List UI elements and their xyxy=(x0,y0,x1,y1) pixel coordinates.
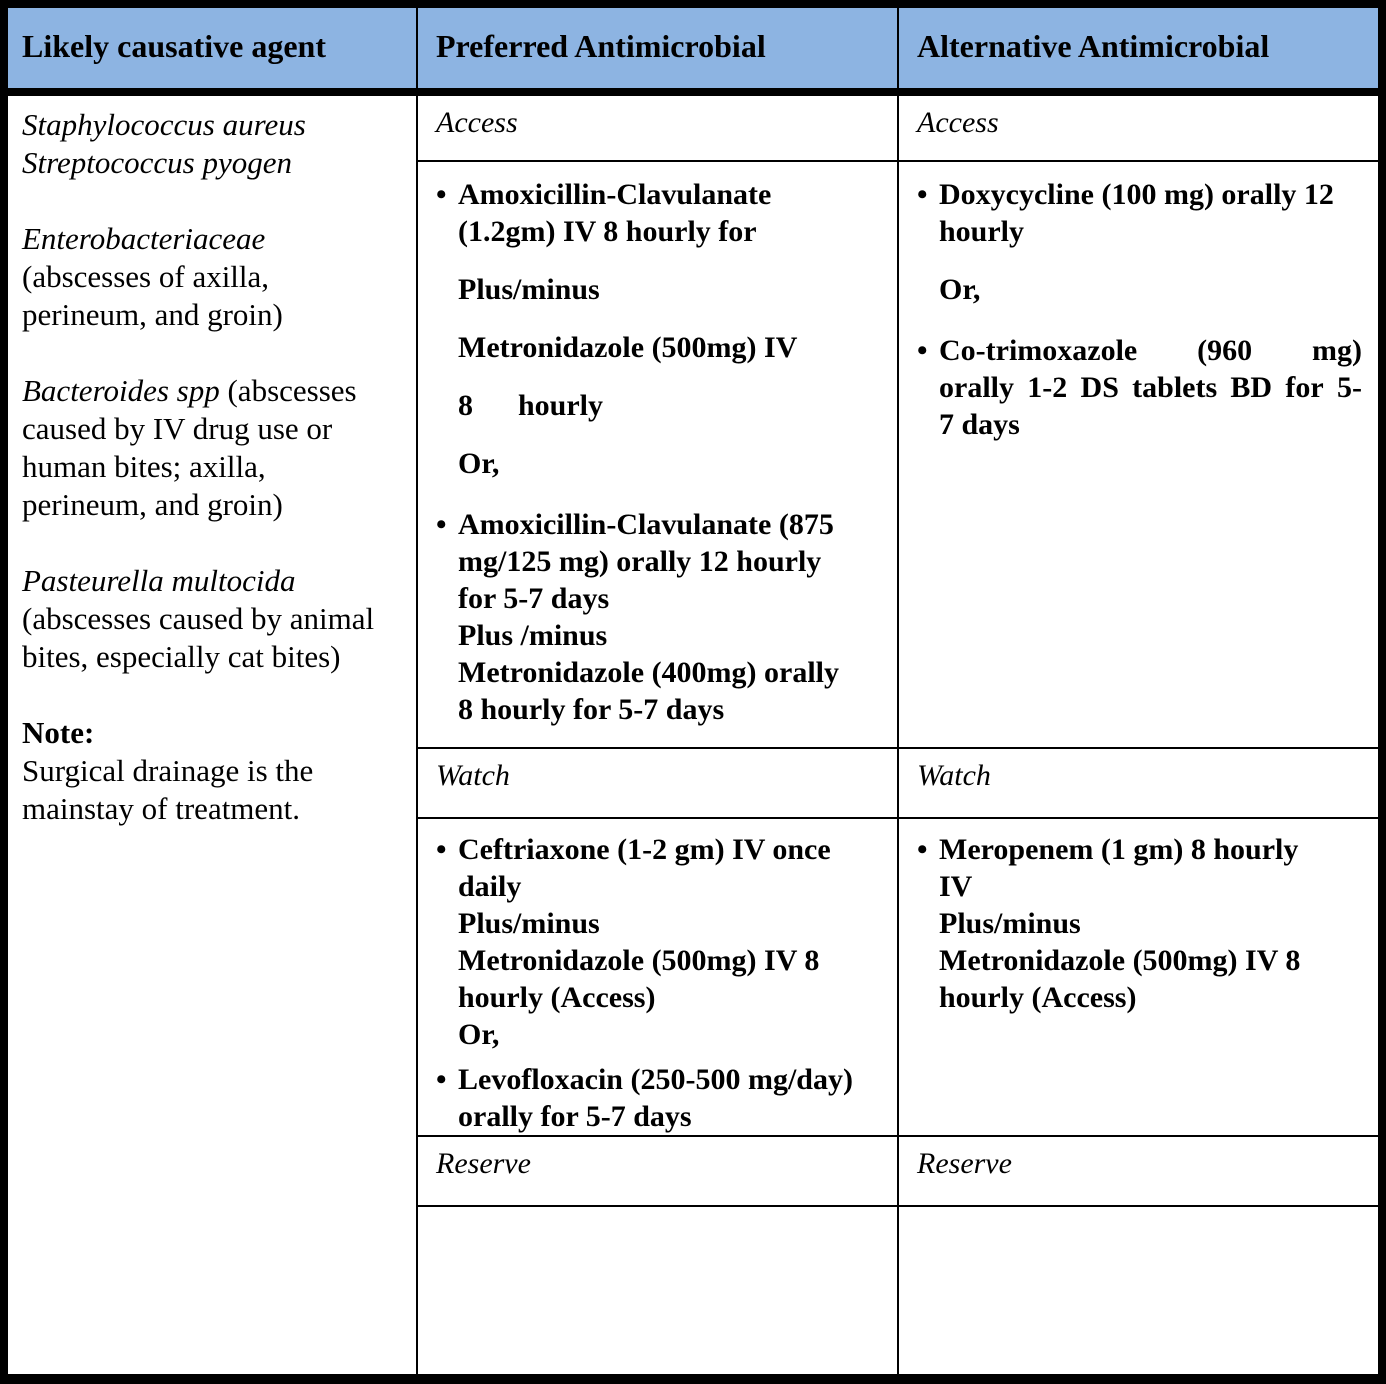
bullet-icon: • xyxy=(917,178,928,211)
drug-line: (1.2gm) IV 8 hourly for xyxy=(458,215,757,248)
preferred-antimicrobial-column xyxy=(418,96,899,1374)
drug-line: Or, xyxy=(939,273,981,306)
drug-line: daily xyxy=(458,870,522,903)
agent-line xyxy=(22,752,404,790)
drug-word: BD xyxy=(1230,371,1273,404)
agent-line xyxy=(22,220,404,258)
alternative-antimicrobial-column xyxy=(899,96,1378,1374)
drug-word: for xyxy=(1285,371,1324,404)
header-alternative-antimicrobial: Alternative Antimicrobial xyxy=(899,8,1378,88)
drug-line: Plus /minus xyxy=(458,619,608,652)
drug-item xyxy=(436,176,881,482)
agent-line xyxy=(22,258,404,296)
drug-line: orally for 5-7 days xyxy=(458,1100,692,1133)
drug-item-text xyxy=(458,831,881,1053)
drug-item-text xyxy=(458,176,881,482)
drug-item-text xyxy=(939,176,1362,308)
agent-line xyxy=(22,144,404,182)
causative-agent-cell xyxy=(8,96,418,1374)
drug-line: Or, xyxy=(458,1018,500,1051)
agent-line xyxy=(22,372,404,410)
agent-text-run: (abscesses caused by animal xyxy=(22,601,375,636)
drug-line: for 5-7 days xyxy=(458,582,610,615)
drug-item xyxy=(917,332,1362,443)
drug-line xyxy=(939,369,1362,406)
table-header-row xyxy=(8,8,1378,96)
agent-text-run: perineum, and groin) xyxy=(22,297,283,332)
drug-word: mg) xyxy=(1312,334,1362,367)
drug-word: (960 xyxy=(1197,334,1253,367)
alternative-access-content-cell xyxy=(899,162,1378,749)
agent-text-run: caused by IV drug use or xyxy=(22,411,333,446)
preferred-reserve-content-cell xyxy=(418,1207,897,1374)
drug-line: hourly (Access) xyxy=(458,981,656,1014)
agent-paragraph xyxy=(22,106,404,182)
agent-line xyxy=(22,600,404,638)
agent-text-run: Bacteroides spp xyxy=(22,373,228,408)
agent-line xyxy=(22,486,404,524)
agent-text-run: human bites; axilla, xyxy=(22,449,266,484)
drug-line: Plus/minus xyxy=(939,907,1081,940)
drug-word: orally xyxy=(939,371,1014,404)
bullet-icon: • xyxy=(917,334,928,367)
drug-word: 1-2 xyxy=(1027,371,1068,404)
agent-line xyxy=(22,714,404,752)
drug-line: Meropenem (1 gm) 8 hourly xyxy=(939,833,1299,866)
drug-line: Levofloxacin (250-500 mg/day) xyxy=(458,1063,853,1096)
agent-paragraph xyxy=(22,562,404,676)
drug-item-text xyxy=(939,831,1362,1016)
drug-line: 8 hourly xyxy=(458,389,604,422)
agent-text-run: Surgical drainage is the xyxy=(22,753,314,788)
agent-line xyxy=(22,296,404,334)
header-likely-causative-agent: Likely causative agent xyxy=(8,8,418,88)
agent-line xyxy=(22,562,404,600)
preferred-reserve-label-cell: Reserve xyxy=(418,1137,897,1207)
drug-item xyxy=(436,506,881,728)
drug-item-text xyxy=(939,332,1362,443)
drug-line: Amoxicillin-Clavulanate (875 xyxy=(458,508,834,541)
drug-word: Co-trimoxazole xyxy=(939,334,1138,367)
drug-item xyxy=(917,176,1362,308)
drug-line: Or, xyxy=(458,447,500,480)
drug-line: Metronidazole (500mg) IV 8 xyxy=(939,944,1301,977)
alternative-reserve-label-cell: Reserve xyxy=(899,1137,1378,1207)
drug-line: 7 days xyxy=(939,408,1020,441)
bullet-icon: • xyxy=(436,508,447,541)
alternative-watch-content-cell xyxy=(899,819,1378,1137)
preferred-watch-label-cell: Watch xyxy=(418,749,897,819)
bullet-icon: • xyxy=(436,1063,447,1096)
agent-text-run: perineum, and groin) xyxy=(22,487,283,522)
drug-line: Plus/minus xyxy=(458,907,600,940)
agent-text-run: Streptococcus pyogen xyxy=(22,145,293,180)
agent-text-run: Staphylococcus aureus xyxy=(22,107,306,142)
alternative-reserve-content-cell xyxy=(899,1207,1378,1374)
agent-line xyxy=(22,790,404,828)
bullet-icon: • xyxy=(436,178,447,211)
preferred-access-label-cell: Access xyxy=(418,96,897,162)
agent-text-run: mainstay of treatment. xyxy=(22,791,301,826)
alternative-access-label-cell: Access xyxy=(899,96,1378,162)
drug-word: tablets xyxy=(1132,371,1218,404)
agent-text-run: Pasteurella multocida xyxy=(22,563,296,598)
agent-text-run: (abscesses xyxy=(227,373,357,408)
drug-line: Metronidazole (400mg) orally xyxy=(458,656,840,689)
drug-line: 8 hourly for 5-7 days xyxy=(458,693,725,726)
preferred-access-content-cell xyxy=(418,162,897,749)
drug-item-text xyxy=(458,1061,881,1135)
drug-line: mg/125 mg) orally 12 hourly xyxy=(458,545,822,578)
agent-text-run: Enterobacteriaceae xyxy=(22,221,266,256)
table-body-row xyxy=(8,96,1378,1374)
header-preferred-antimicrobial: Preferred Antimicrobial xyxy=(418,8,899,88)
drug-line: Amoxicillin-Clavulanate xyxy=(458,178,772,211)
agent-line xyxy=(22,106,404,144)
drug-word: DS xyxy=(1080,371,1119,404)
agent-paragraph xyxy=(22,220,404,334)
drug-item-text xyxy=(458,506,881,728)
drug-line: IV xyxy=(939,870,973,903)
drug-line: Ceftriaxone (1-2 gm) IV once xyxy=(458,833,831,866)
agent-text-run: bites, especially cat bites) xyxy=(22,639,341,674)
bullet-icon: • xyxy=(436,833,447,866)
drug-line: hourly (Access) xyxy=(939,981,1137,1014)
drug-line: Plus/minus xyxy=(458,273,600,306)
agent-paragraph xyxy=(22,714,404,828)
drug-item xyxy=(917,831,1362,1016)
drug-line: Doxycycline (100 mg) orally 12 xyxy=(939,178,1334,211)
agent-line xyxy=(22,410,404,448)
agent-text-run: Note: xyxy=(22,715,95,750)
preferred-watch-content-cell xyxy=(418,819,897,1137)
alternative-watch-label-cell: Watch xyxy=(899,749,1378,819)
agent-paragraph xyxy=(22,372,404,524)
drug-line xyxy=(939,332,1362,369)
drug-line: hourly xyxy=(939,215,1025,248)
agent-line xyxy=(22,448,404,486)
drug-word: 5- xyxy=(1336,371,1362,404)
agent-text-run: (abscesses of axilla, xyxy=(22,259,270,294)
drug-item xyxy=(436,1061,881,1135)
bullet-icon: • xyxy=(917,833,928,866)
agent-line xyxy=(22,638,404,676)
drug-line: Metronidazole (500mg) IV xyxy=(458,331,798,364)
drug-item xyxy=(436,831,881,1053)
drug-line: Metronidazole (500mg) IV 8 xyxy=(458,944,820,977)
